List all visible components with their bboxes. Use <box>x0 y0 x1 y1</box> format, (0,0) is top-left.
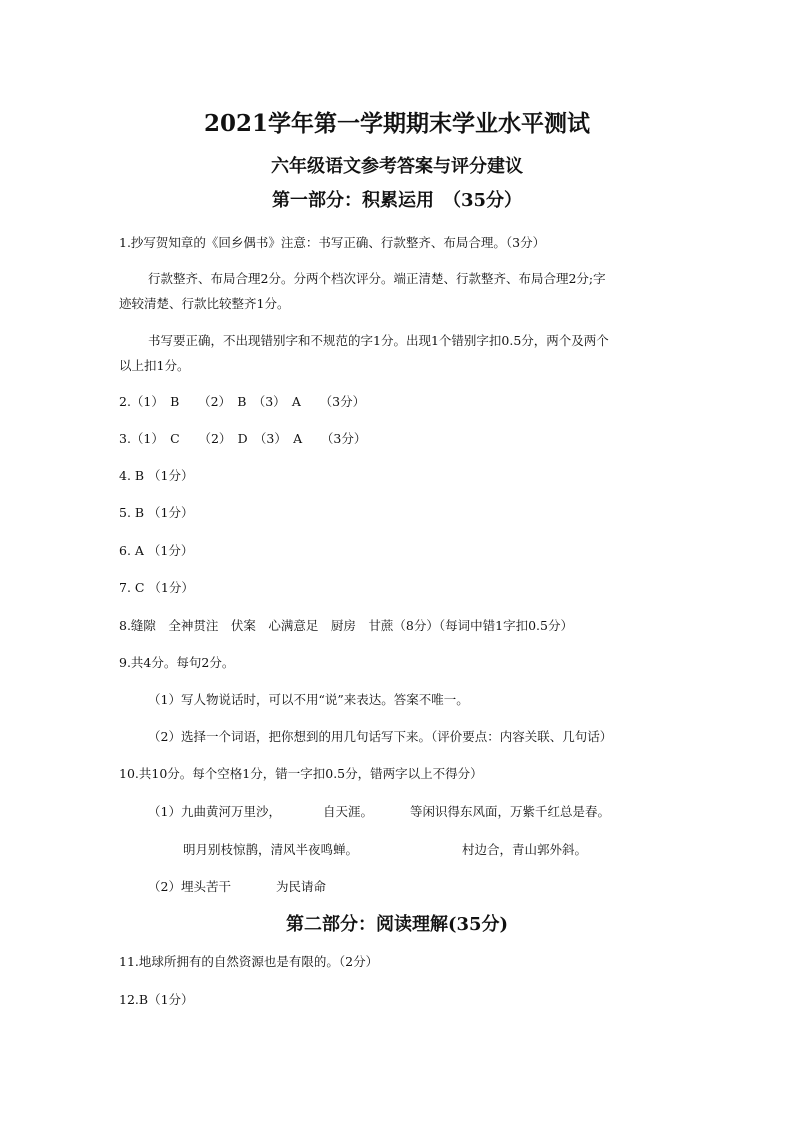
question-1-note-1-line-1: 行款整齐、布局合理2分。分两个档次评分。端正清楚、行款整齐、布局合理2分;字 <box>148 271 606 286</box>
section2-heading: 第二部分：阅读理解(35分) <box>285 914 509 935</box>
question-10-line-1c: 等闲识得东风面，万紫千红总是春。 <box>410 804 611 819</box>
exam-title: 2021学年第一学期期末学业水平测试 <box>203 110 590 137</box>
question-10-line-3a: （2）埋头苦干 <box>148 879 231 894</box>
exam-subtitle: 六年级语文参考答案与评分建议 <box>271 156 523 177</box>
question-1-note-1-line-2: 迹较清楚、行款比较整齐1分。 <box>119 296 290 311</box>
question-2: 2.（1） B （2） B （3） A （3分） <box>119 394 366 409</box>
question-1-note-2-line-1: 书写要正确，不出现错别字和不规范的字1分。出现1个错别字扣0.5分，两个及两个 <box>148 333 609 348</box>
question-9-part-2: （2）选择一个词语，把你想到的用几句话写下来。（评价要点：内容关联、几句话） <box>148 729 613 744</box>
question-9: 9.共4分。每句2分。 <box>119 655 235 670</box>
question-1: 1.抄写贺知章的《回乡偶书》注意：书写正确、行款整齐、布局合理。（3分） <box>119 235 546 250</box>
question-10: 10.共10分。每个空格1分，错一字扣0.5分，错两字以上不得分） <box>119 766 483 781</box>
question-10-line-3b: 为民请命 <box>276 879 327 894</box>
question-3: 3.（1） C （2） D （3） A （3分） <box>119 431 367 446</box>
question-5: 5. B （1分） <box>119 505 194 520</box>
question-8: 8.缝隙 全神贯注 伏案 心满意足 厨房 甘蔗（8分）（每词中错1字扣0.5分） <box>119 618 573 633</box>
question-1-note-2-line-2: 以上扣1分。 <box>119 358 190 373</box>
question-4: 4. B （1分） <box>119 468 194 483</box>
question-10-line-1a: （1）九曲黄河万里沙， <box>148 804 281 819</box>
question-7: 7. C （1分） <box>119 580 194 595</box>
question-11: 11.地球所拥有的自然资源也是有限的。（2分） <box>119 954 379 969</box>
question-9-part-1: （1）写人物说话时，可以不用“说”来表达。答案不唯一。 <box>148 692 469 707</box>
question-10-line-2a: 明月别枝惊鹊，清风半夜鸣蝉。 <box>183 842 359 857</box>
question-12: 12.B（1分） <box>119 992 194 1007</box>
question-6: 6. A （1分） <box>119 543 194 558</box>
question-10-line-2b: 村边合，青山郭外斜。 <box>462 842 588 857</box>
section1-heading: 第一部分：积累运用 （35分） <box>271 190 523 211</box>
question-10-line-1b: 自天涯。 <box>323 804 374 819</box>
